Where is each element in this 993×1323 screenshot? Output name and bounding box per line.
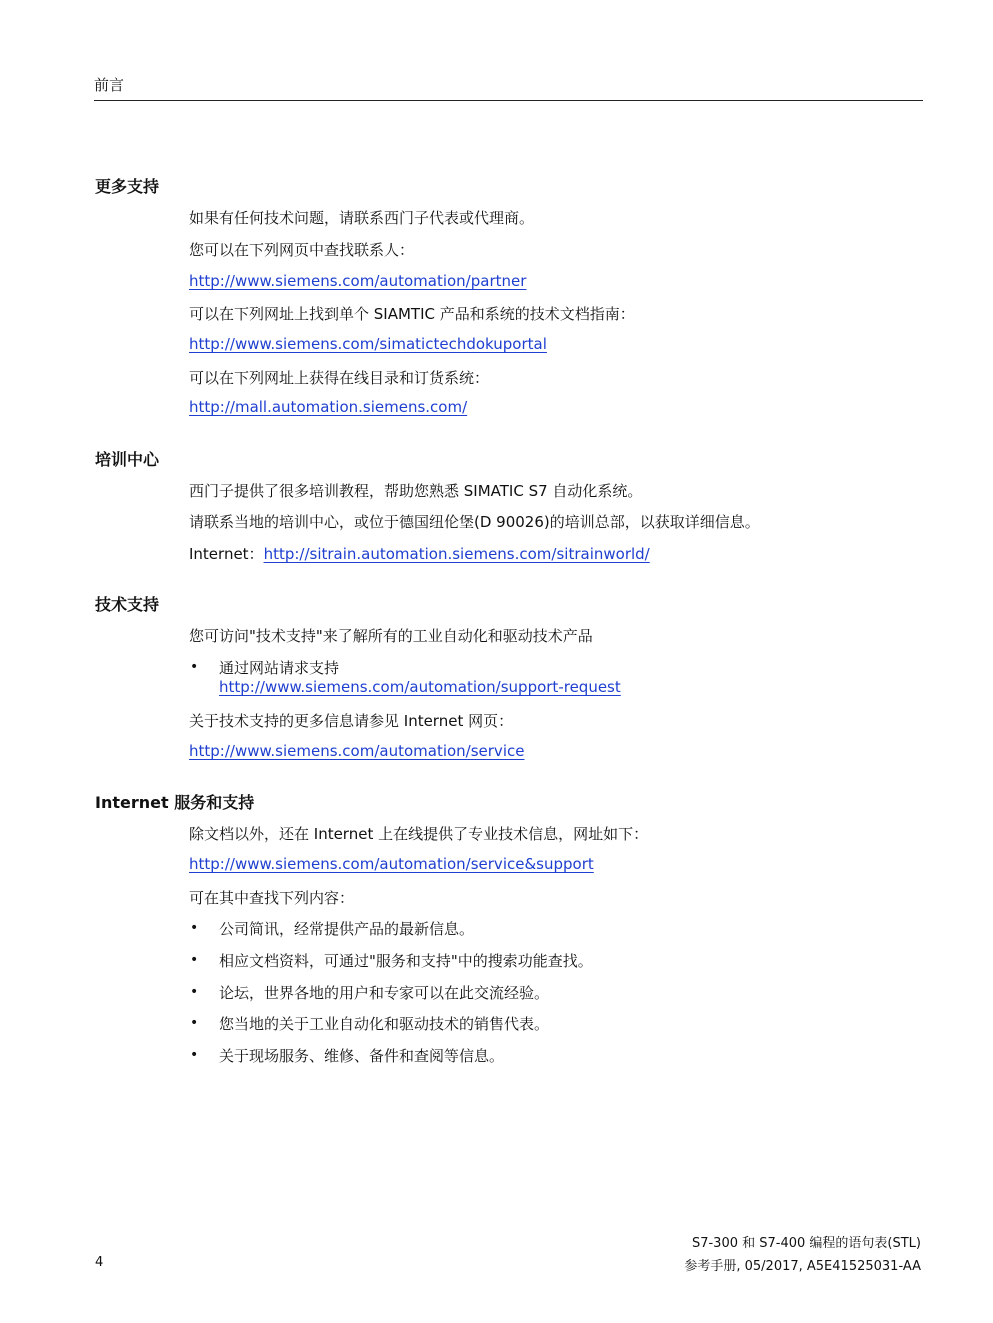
bullet-icon: • [190,1015,199,1031]
paragraph: 除文档以外，还在 Internet 上在线提供了专业技术信息，网址如下： [189,825,649,843]
list-item: 论坛，世界各地的用户和专家可以在此交流经验。 [219,984,550,1002]
footer-doc-sub: 参考手册, 05/2017, A5E41525031-AA [684,1259,921,1274]
section-heading-internet-service: Internet 服务和支持 [95,793,255,812]
section-heading-training: 培训中心 [95,450,160,469]
link-service[interactable]: http://www.siemens.com/automation/service [189,742,525,760]
bullet-icon: • [190,952,199,968]
list-item: 您当地的关于工业自动化和驱动技术的销售代表。 [219,1015,550,1033]
list-item: 关于现场服务、维修、备件和查阅等信息。 [219,1047,505,1065]
paragraph: 如果有任何技术问题，请联系西门子代表或代理商。 [189,209,535,227]
link-mall[interactable]: http://mall.automation.siemens.com/ [189,398,468,416]
paragraph: 可以在下列网址上获得在线目录和订货系统： [189,369,490,387]
bullet-icon: • [190,659,199,675]
section-heading-more-support: 更多支持 [95,177,160,196]
list-item: 公司简讯，经常提供产品的最新信息。 [219,920,475,938]
paragraph: 西门子提供了很多培训教程，帮助您熟悉 SIMATIC S7 自动化系统。 [189,482,643,500]
link-techdokuportal[interactable]: http://www.siemens.com/simatictechdokuportal [189,335,547,353]
paragraph: 您可以在下列网页中查找联系人： [189,241,415,259]
link-support-request[interactable]: http://www.siemens.com/automation/support-request [219,678,621,696]
page-number: 4 [95,1255,104,1270]
paragraph: 请联系当地的培训中心，或位于德国纽伦堡(D 90026)的培训总部，以获取详细信息。 [189,513,760,531]
footer-doc-title: S7-300 和 S7-400 编程的语句表(STL) [691,1236,921,1251]
bullet-icon: • [190,920,199,936]
bullet-text: 通过网站请求支持 [219,659,340,677]
list-item: 相应文档资料，可通过"服务和支持"中的搜索功能查找。 [219,952,593,970]
page-header [94,74,923,101]
bullet-icon: • [190,984,199,1000]
paragraph: 可以在下列网址上找到单个 SIAMTIC 产品和系统的技术文档指南： [189,305,635,323]
link-service-support[interactable]: http://www.siemens.com/automation/service&support [189,855,594,873]
page-header-title: 前言 [94,76,125,94]
section-heading-tech-support: 技术支持 [95,595,160,614]
paragraph: 可在其中查找下列内容： [189,889,355,907]
link-sitrain[interactable]: http://sitrain.automation.siemens.com/sitrainworld/ [263,545,650,563]
paragraph: 关于技术支持的更多信息请参见 Internet 网页： [189,712,514,730]
bullet-icon: • [190,1047,199,1063]
link-partner[interactable]: http://www.siemens.com/automation/partner [189,272,527,290]
internet-label: Internet： [189,545,264,563]
paragraph: 您可访问"技术支持"来了解所有的工业自动化和驱动技术产品 [189,627,593,645]
